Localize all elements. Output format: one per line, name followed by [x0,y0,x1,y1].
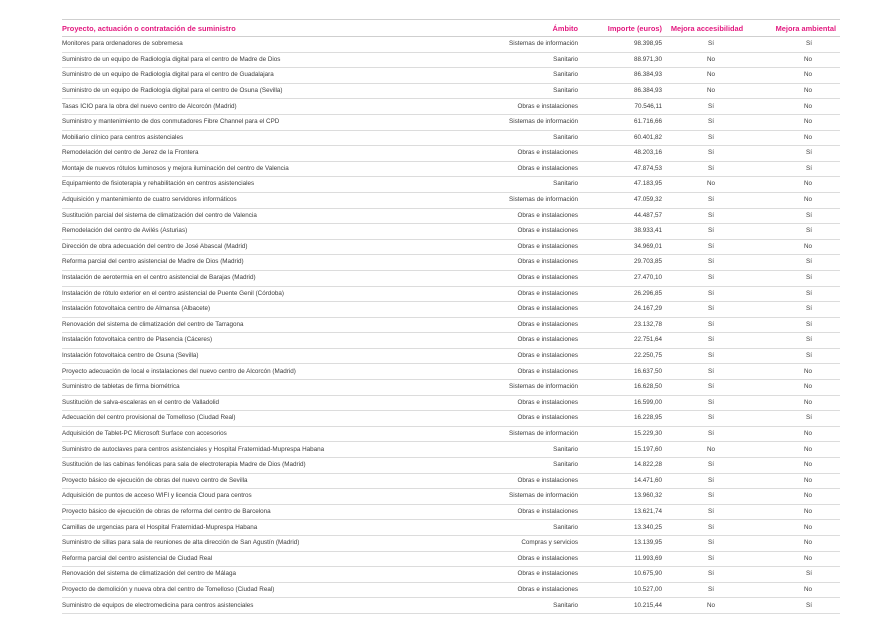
table-row [62,442,840,458]
header-project: Proyecto, actuación o contratación de suministro [62,20,462,37]
cell-environmental: No [752,99,840,115]
cell-project: Suministro de un equipo de Radiología digital para el centro de Guadalajara [62,68,462,84]
cell-scope: Obras e instalaciones [462,473,580,489]
table-row [62,114,840,130]
cell-amount: 10.675,90 [580,567,664,583]
cell-environmental: No [752,489,840,505]
cell-scope: Obras e instalaciones [462,255,580,271]
cell-scope: Sanitario [462,458,580,474]
cell-environmental: No [752,177,840,193]
procurement-table [62,19,840,614]
cell-environmental: No [752,458,840,474]
cell-amount: 13.960,32 [580,489,664,505]
cell-amount: 86.384,93 [580,83,664,99]
cell-project: Proyecto básico de ejecución de obras de reforma del centro de Barcelona [62,504,462,520]
cell-amount: 38.933,41 [580,224,664,240]
cell-project: Reforma parcial del centro asistencial de Ciudad Real [62,551,462,567]
cell-scope: Obras e instalaciones [462,224,580,240]
cell-environmental: Sí [752,255,840,271]
cell-accessibility: Sí [664,114,752,130]
table-row [62,582,840,598]
table-row [62,37,840,53]
cell-project: Reforma parcial del centro asistencial de Madre de Dios (Madrid) [62,255,462,271]
cell-scope: Sanitario [462,52,580,68]
cell-environmental: No [752,364,840,380]
cell-environmental: No [752,520,840,536]
cell-amount: 13.621,74 [580,504,664,520]
cell-amount: 29.703,85 [580,255,664,271]
table-row [62,177,840,193]
cell-project: Renovación del sistema de climatización del centro de Málaga [62,567,462,583]
cell-amount: 16.599,00 [580,395,664,411]
cell-scope: Obras e instalaciones [462,348,580,364]
cell-project: Instalación fotovoltaica centro de Almansa (Albacete) [62,302,462,318]
cell-project: Sustitución de las cabinas fenólicas para sala de electroterapia Madre de Dios (Madrid) [62,458,462,474]
cell-scope: Sanitario [462,68,580,84]
header-scope: Ámbito [462,20,580,37]
cell-accessibility: Sí [664,567,752,583]
table-row [62,536,840,552]
cell-accessibility: Sí [664,161,752,177]
cell-environmental: Sí [752,302,840,318]
cell-scope: Obras e instalaciones [462,333,580,349]
cell-environmental: No [752,473,840,489]
cell-environmental: No [752,380,840,396]
cell-accessibility: Sí [664,224,752,240]
table-row [62,192,840,208]
cell-amount: 15.197,60 [580,442,664,458]
cell-accessibility: Sí [664,333,752,349]
table-header-row [62,20,840,37]
cell-environmental: Sí [752,348,840,364]
table-row [62,364,840,380]
cell-amount: 98.398,95 [580,37,664,53]
cell-project: Remodelación del centro de Avilés (Asturias) [62,224,462,240]
table-row [62,567,840,583]
cell-project: Adquisición de Tablet-PC Microsoft Surface con accesorios [62,426,462,442]
cell-amount: 22.751,64 [580,333,664,349]
cell-project: Adquisición de puntos de acceso WIFI y licencia Cloud para centros [62,489,462,505]
cell-amount: 26.296,85 [580,286,664,302]
cell-accessibility: Sí [664,302,752,318]
cell-project: Remodelación del centro de Jerez de la Frontera [62,146,462,162]
header-accessibility: Mejora accesibilidad [664,20,752,37]
table-row [62,348,840,364]
header-amount: Importe (euros) [580,20,664,37]
cell-accessibility: Sí [664,130,752,146]
table-row [62,83,840,99]
cell-scope: Obras e instalaciones [462,302,580,318]
cell-scope: Obras e instalaciones [462,551,580,567]
cell-environmental: No [752,395,840,411]
table-row [62,239,840,255]
procurement-table-page [62,19,836,614]
cell-project: Proyecto básico de ejecución de obras del nuevo centro de Sevilla [62,473,462,489]
cell-accessibility: Sí [664,348,752,364]
cell-accessibility: Sí [664,380,752,396]
table-row [62,52,840,68]
cell-accessibility: Sí [664,473,752,489]
cell-environmental: No [752,582,840,598]
cell-amount: 34.969,01 [580,239,664,255]
table-row [62,68,840,84]
cell-amount: 44.487,57 [580,208,664,224]
cell-environmental: Sí [752,270,840,286]
table-row [62,270,840,286]
cell-scope: Sistemas de información [462,426,580,442]
cell-scope: Obras e instalaciones [462,270,580,286]
table-row [62,333,840,349]
cell-amount: 14.471,60 [580,473,664,489]
cell-amount: 11.993,69 [580,551,664,567]
table-row [62,426,840,442]
cell-amount: 13.139,95 [580,536,664,552]
table-row [62,161,840,177]
cell-scope: Obras e instalaciones [462,208,580,224]
cell-project: Tasas ICIO para la obra del nuevo centro de Alcorcón (Madrid) [62,99,462,115]
cell-amount: 61.716,66 [580,114,664,130]
cell-accessibility: Sí [664,255,752,271]
cell-project: Instalación fotovoltaica centro de Plasencia (Cáceres) [62,333,462,349]
cell-environmental: No [752,114,840,130]
cell-environmental: No [752,52,840,68]
table-row [62,458,840,474]
cell-environmental: No [752,426,840,442]
cell-scope: Obras e instalaciones [462,411,580,427]
cell-scope: Sanitario [462,598,580,614]
cell-environmental: No [752,442,840,458]
table-row [62,473,840,489]
cell-amount: 13.340,25 [580,520,664,536]
table-row [62,286,840,302]
cell-scope: Obras e instalaciones [462,504,580,520]
cell-accessibility: No [664,52,752,68]
cell-project: Instalación de rótulo exterior en el centro asistencial de Puente Genil (Córdoba) [62,286,462,302]
cell-project: Suministro de un equipo de Radiología digital para el centro de Osuna (Sevilla) [62,83,462,99]
cell-accessibility: Sí [664,99,752,115]
cell-scope: Obras e instalaciones [462,567,580,583]
table-row [62,224,840,240]
cell-amount: 16.228,95 [580,411,664,427]
cell-accessibility: No [664,68,752,84]
cell-environmental: Sí [752,161,840,177]
table-body [62,37,840,614]
cell-accessibility: No [664,442,752,458]
cell-accessibility: No [664,177,752,193]
cell-accessibility: Sí [664,270,752,286]
cell-environmental: Sí [752,146,840,162]
cell-accessibility: Sí [664,286,752,302]
cell-accessibility: No [664,83,752,99]
cell-accessibility: Sí [664,146,752,162]
table-row [62,551,840,567]
cell-project: Proyecto adecuación de local e instalaciones del nuevo centro de Alcorcón (Madrid) [62,364,462,380]
table-row [62,146,840,162]
cell-environmental: No [752,239,840,255]
cell-environmental: Sí [752,208,840,224]
table-row [62,302,840,318]
cell-scope: Obras e instalaciones [462,317,580,333]
cell-project: Instalación de aerotermia en el centro asistencial de Barajas (Madrid) [62,270,462,286]
cell-accessibility: Sí [664,520,752,536]
cell-project: Monitores para ordenadores de sobremesa [62,37,462,53]
cell-scope: Sanitario [462,520,580,536]
cell-amount: 47.874,53 [580,161,664,177]
table-row [62,99,840,115]
cell-amount: 16.637,50 [580,364,664,380]
cell-amount: 48.203,16 [580,146,664,162]
cell-accessibility: Sí [664,536,752,552]
cell-accessibility: Sí [664,317,752,333]
table-row [62,411,840,427]
cell-accessibility: No [664,598,752,614]
cell-environmental: No [752,192,840,208]
cell-project: Mobiliario clínico para centros asistenciales [62,130,462,146]
table-row [62,598,840,614]
cell-environmental: Sí [752,317,840,333]
cell-project: Equipamiento de fisioterapia y rehabilitación en centros asistenciales [62,177,462,193]
cell-environmental: Sí [752,37,840,53]
table-row [62,317,840,333]
cell-accessibility: Sí [664,192,752,208]
cell-amount: 70.546,11 [580,99,664,115]
cell-scope: Sistemas de información [462,37,580,53]
table-row [62,520,840,536]
cell-accessibility: Sí [664,208,752,224]
cell-amount: 10.215,44 [580,598,664,614]
cell-project: Renovación del sistema de climatización del centro de Tarragona [62,317,462,333]
cell-accessibility: Sí [664,395,752,411]
table-row [62,395,840,411]
cell-amount: 15.229,30 [580,426,664,442]
cell-environmental: Sí [752,224,840,240]
cell-scope: Obras e instalaciones [462,161,580,177]
cell-amount: 14.822,28 [580,458,664,474]
cell-accessibility: Sí [664,489,752,505]
cell-accessibility: Sí [664,411,752,427]
cell-amount: 47.183,95 [580,177,664,193]
cell-project: Suministro de equipos de electromedicina para centros asistenciales [62,598,462,614]
cell-amount: 86.384,93 [580,68,664,84]
cell-environmental: No [752,83,840,99]
header-environmental: Mejora ambiental [752,20,840,37]
cell-accessibility: Sí [664,551,752,567]
cell-amount: 10.527,00 [580,582,664,598]
cell-accessibility: Sí [664,504,752,520]
cell-scope: Sanitario [462,177,580,193]
table-row [62,489,840,505]
cell-scope: Sanitario [462,130,580,146]
cell-environmental: No [752,536,840,552]
table-row [62,255,840,271]
cell-scope: Obras e instalaciones [462,99,580,115]
cell-project: Montaje de nuevos rótulos luminosos y mejora iluminación del centro de Valencia [62,161,462,177]
cell-project: Adecuación del centro provisional de Tomelloso (Ciudad Real) [62,411,462,427]
cell-accessibility: Sí [664,239,752,255]
cell-scope: Obras e instalaciones [462,582,580,598]
cell-environmental: Sí [752,411,840,427]
cell-scope: Sistemas de información [462,380,580,396]
cell-project: Suministro y mantenimiento de dos conmutadores Fibre Channel para el CPD [62,114,462,130]
cell-scope: Obras e instalaciones [462,239,580,255]
cell-environmental: Sí [752,567,840,583]
cell-scope: Sanitario [462,442,580,458]
cell-amount: 47.059,32 [580,192,664,208]
cell-accessibility: Sí [664,426,752,442]
cell-amount: 24.167,29 [580,302,664,318]
table-row [62,504,840,520]
cell-project: Sustitución de salva-escaleras en el centro de Valladolid [62,395,462,411]
cell-project: Suministro de autoclaves para centros asistenciales y Hospital Fraternidad-Muprespa Habana [62,442,462,458]
cell-environmental: No [752,68,840,84]
cell-scope: Sistemas de información [462,192,580,208]
cell-amount: 60.401,82 [580,130,664,146]
cell-scope: Obras e instalaciones [462,395,580,411]
cell-accessibility: Sí [664,582,752,598]
cell-project: Sustitución parcial del sistema de climatización del centro de Valencia [62,208,462,224]
cell-scope: Obras e instalaciones [462,364,580,380]
cell-project: Suministro de un equipo de Radiología digital para el centro de Madre de Dios [62,52,462,68]
cell-environmental: No [752,130,840,146]
cell-accessibility: Sí [664,364,752,380]
cell-project: Adquisición y mantenimiento de cuatro servidores informáticos [62,192,462,208]
cell-scope: Sistemas de información [462,489,580,505]
cell-scope: Sanitario [462,83,580,99]
cell-amount: 88.971,30 [580,52,664,68]
cell-accessibility: Sí [664,37,752,53]
cell-project: Dirección de obra adecuación del centro de José Abascal (Madrid) [62,239,462,255]
cell-project: Instalación fotovoltaica centro de Osuna (Sevilla) [62,348,462,364]
cell-environmental: Sí [752,286,840,302]
cell-scope: Obras e instalaciones [462,146,580,162]
cell-scope: Compras y servicios [462,536,580,552]
cell-scope: Obras e instalaciones [462,286,580,302]
table-row [62,208,840,224]
cell-project: Suministro de sillas para sala de reuniones de alta dirección de San Agustín (Madrid) [62,536,462,552]
cell-amount: 22.250,75 [580,348,664,364]
cell-environmental: Sí [752,333,840,349]
cell-environmental: Sí [752,598,840,614]
cell-project: Suministro de tabletas de firma biométrica [62,380,462,396]
cell-environmental: No [752,551,840,567]
table-row [62,380,840,396]
cell-project: Camillas de urgencias para el Hospital Fraternidad-Muprespa Habana [62,520,462,536]
cell-environmental: No [752,504,840,520]
cell-project: Proyecto de demolición y nueva obra del centro de Tomelloso (Ciudad Real) [62,582,462,598]
cell-scope: Sistemas de información [462,114,580,130]
table-row [62,130,840,146]
cell-amount: 16.628,50 [580,380,664,396]
cell-accessibility: Sí [664,458,752,474]
cell-amount: 27.470,10 [580,270,664,286]
cell-amount: 23.132,78 [580,317,664,333]
